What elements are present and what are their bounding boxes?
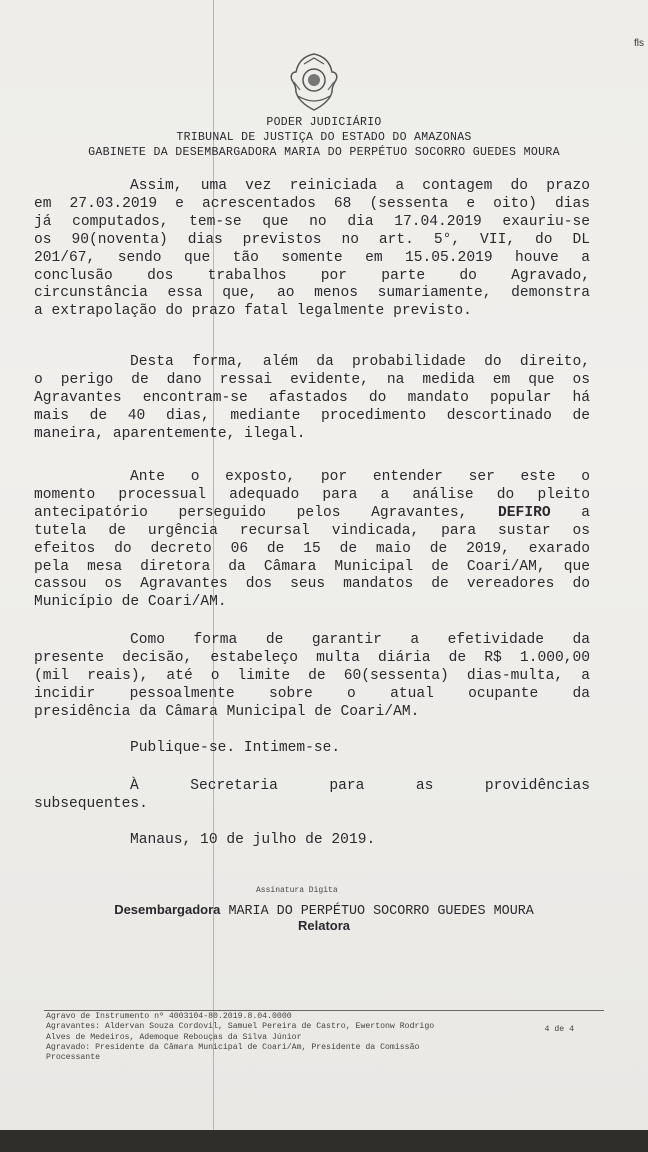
background-edge [0, 1130, 648, 1152]
text-line: presidência da Câmara Municipal de Coari/AM. [34, 703, 420, 720]
text-line: 201/67, sendo que tão somente em 15.05.2019 houve a [34, 249, 590, 266]
paragraph-4 [34, 632, 590, 722]
text-line: Município de Coari/AM. [34, 594, 227, 611]
footer-appellants: Agravantes: Aldervan Souza Cordovil, Samuel Pereira de Castro, Ewertonw Rodrigo [46, 1022, 435, 1032]
text-segment: a [581, 504, 590, 521]
text-line: Desta forma, além da probabilidade do direito, [130, 354, 590, 370]
header-line-tribunal: TRIBUNAL DE JUSTIÇA DO ESTADO DO AMAZONAS [176, 131, 472, 144]
coat-of-arms-icon [286, 50, 342, 114]
signatory-role: Relatora [297, 918, 351, 933]
footer-appellants-cont: Alves de Medeiros, Ademoque Rebouças da Silva Júnior [46, 1032, 302, 1042]
text-line: já computados, tem-se que no dia 17.04.2019 exauriu-se [34, 213, 590, 230]
text-line: em 27.03.2019 e acrescentados 68 (sessenta e oito) dias [34, 195, 590, 212]
footer-appellee-cont: Processante [46, 1053, 101, 1063]
text-line: subsequentes. [34, 795, 148, 812]
text-line: Assim, uma vez reiniciada a contagem do prazo [130, 178, 590, 194]
text-line: efeitos do decreto 06 de 15 de maio de 2019, exarado [34, 540, 590, 557]
signatory-title: Desembargadora [114, 902, 221, 917]
paragraph-3 [34, 469, 590, 612]
footer-divider [44, 1010, 604, 1011]
text-line-defiro [34, 505, 590, 523]
text-line: incidir pessoalmente sobre o atual ocupante da [34, 685, 590, 702]
signatory-full-name: MARIA DO PERPÉTUO SOCORRO GUEDES MOURA [228, 904, 534, 919]
case-footer [46, 1012, 586, 1063]
text-line: os 90(noventa) dias previstos no art. 5°, VII, do DL [34, 231, 590, 248]
text-segment: antecipatório perseguido pelos Agravantes, [34, 504, 468, 521]
page-number: 4 de 4 [544, 1025, 574, 1034]
text-line: Manaus, 10 de julho de 2019. [130, 832, 376, 848]
text-line: o perigo de dano ressai evidente, na medida em que os [34, 371, 590, 388]
footer-case-number: Agravo de Instrumento nº 4003104-80.2019.8.04.0000 [46, 1012, 292, 1021]
text-line: maneira, aparentemente, ilegal. [34, 425, 306, 442]
text-line: pela mesa diretora da Câmara Municipal de Coari/AM, que [34, 558, 590, 575]
text-line: Publique-se. Intimem-se. [130, 740, 341, 756]
text-line: circunstância essa que, ao menos sumariamente, demonstra [34, 285, 590, 302]
footer-appellee: Agravado: Presidente da Câmara Municipal de Coari/Am, Presidente da Comissão [46, 1042, 420, 1052]
date-line [34, 832, 590, 850]
text-line: (mil reais), até o limite de 60(sessenta) dias-multa, a [34, 667, 590, 684]
signatory-name [0, 902, 648, 919]
header-line-poder: PODER JUDICIÁRIO [266, 116, 382, 129]
text-line: a extrapolação do prazo fatal legalmente previsto. [34, 303, 472, 320]
header-line-gabinete: GABINETE DA DESEMBARGADORA MARIA DO PERPÉTUO SOCORRO GUEDES MOURA [88, 146, 560, 159]
text-line: Como forma de garantir a efetividade da [130, 632, 590, 648]
paragraph-6 [34, 778, 590, 814]
text-line: cassou os Agravantes dos seus mandatos de vereadores do [34, 576, 590, 593]
defiro-bold: DEFIRO [498, 504, 551, 521]
text-line: À Secretaria para as providências [130, 778, 590, 794]
text-line: Agravantes encontram-se afastados do mandato popular há [34, 389, 590, 406]
paragraph-5 [34, 740, 590, 758]
paragraph-1 [34, 178, 590, 321]
folio-label: fls [634, 38, 644, 49]
text-line: presente decisão, estabeleço multa diária de R$ 1.000,00 [34, 649, 590, 666]
text-line: momento processual adequado para a análise do pleito [34, 486, 590, 503]
text-line: conclusão dos trabalhos por parte do Agravado, [34, 267, 590, 284]
paragraph-2 [34, 354, 590, 444]
text-line: tutela de urgência recursal vindicada, para sustar os [34, 522, 590, 539]
text-line: Ante o exposto, por entender ser este o [130, 469, 590, 485]
text-line: mais de 40 dias, mediante procedimento descortinado de [34, 407, 590, 424]
digital-signature-note: Assinatura Digita [256, 886, 338, 895]
